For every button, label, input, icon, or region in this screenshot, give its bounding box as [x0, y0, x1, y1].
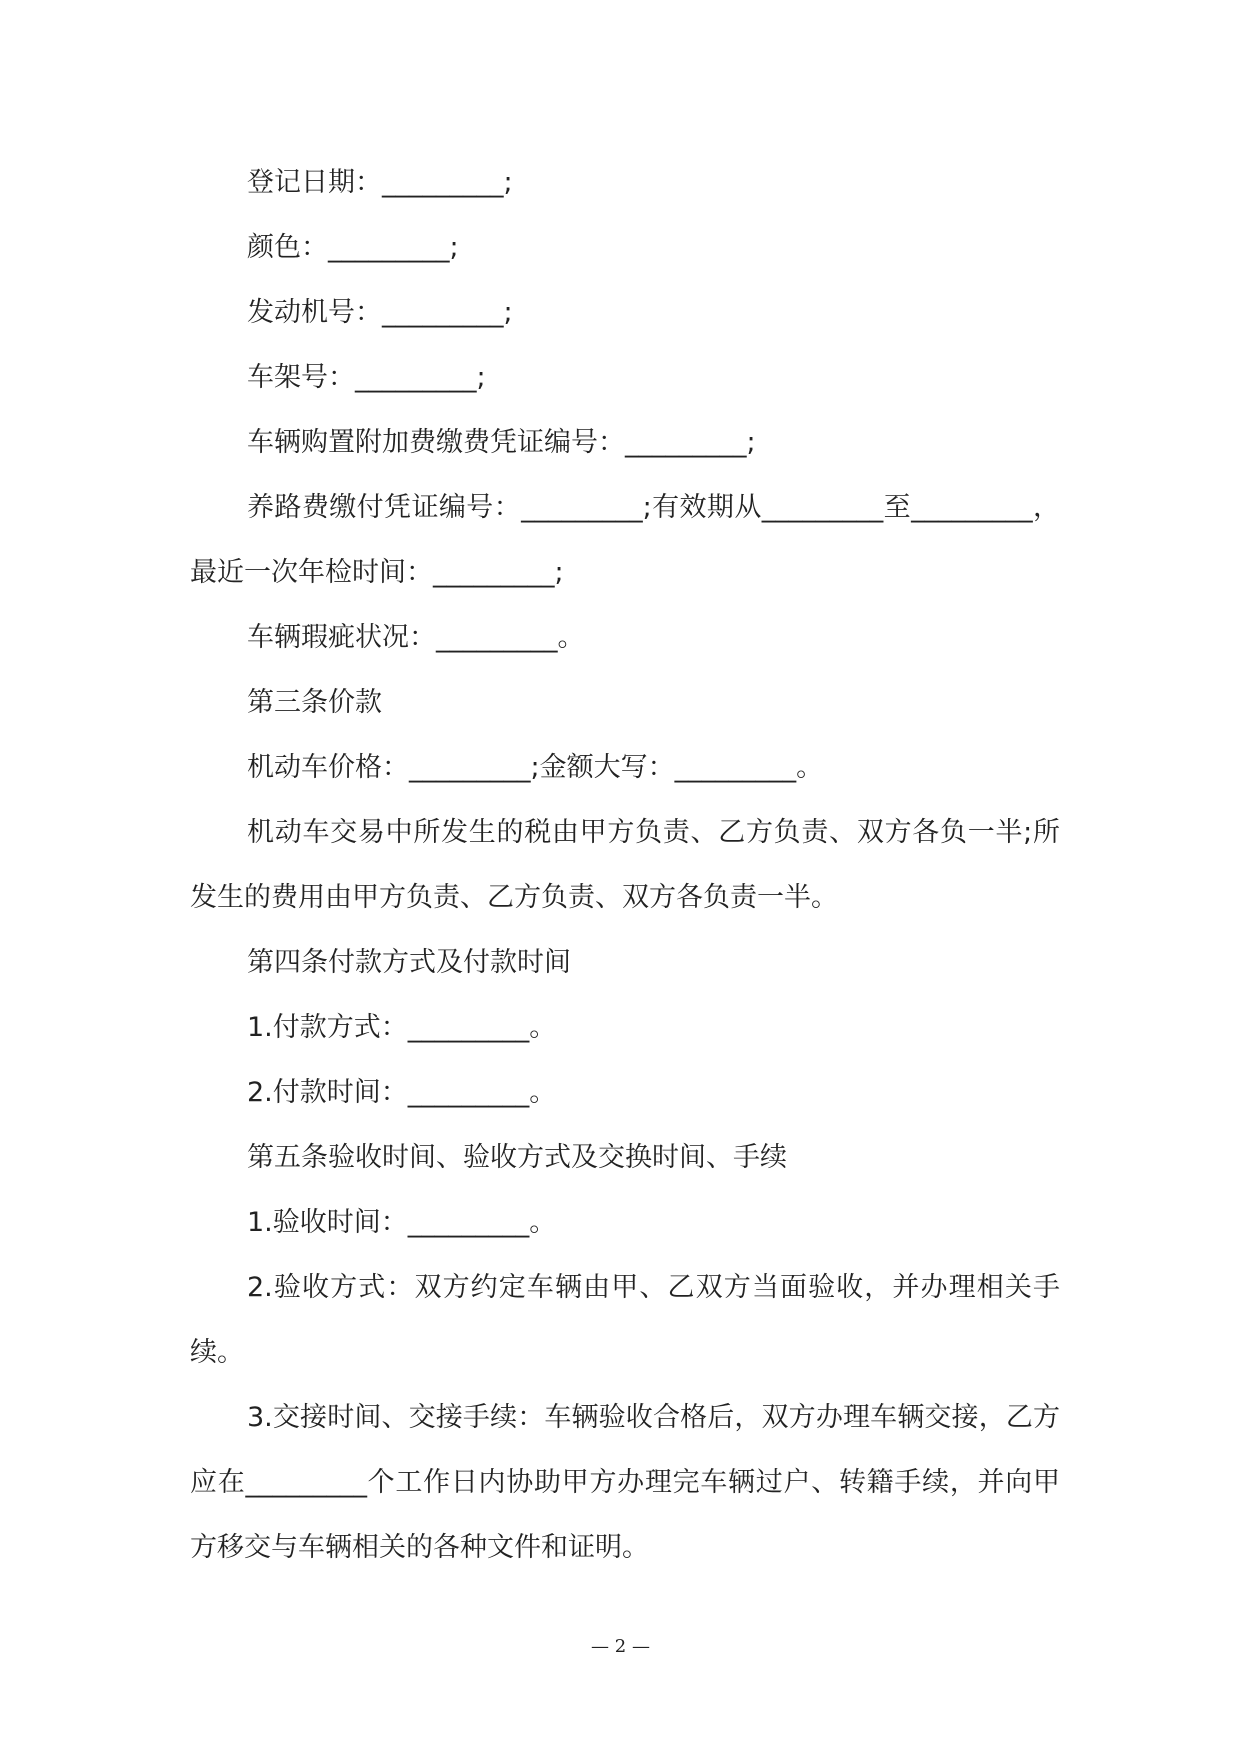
- inspection-method-paragraph: 2.验收方式：双方约定车辆由甲、乙双方当面验收，并办理相关手续。: [190, 1272, 1060, 1368]
- frame-number-line: 车架号：_________;: [247, 362, 486, 393]
- purchase-fee-voucher-line: 车辆购置附加费缴费凭证编号：_________;: [247, 427, 756, 458]
- inspection-time-line: 1.验收时间：_________。: [247, 1207, 557, 1238]
- article-three-heading: 第三条价款: [247, 687, 382, 718]
- color-line: 颜色：_________;: [247, 232, 459, 263]
- article-five-heading: 第五条验收时间、验收方式及交换时间、手续: [247, 1142, 787, 1173]
- payment-time-line: 2.付款时间：_________。: [247, 1077, 557, 1108]
- handover-paragraph: 3.交接时间、交接手续：车辆验收合格后，双方办理车辆交接，乙方应在_________个工作日内协助甲方办理完车辆过户、转籍手续，并向甲方移交与车辆相关的各种文件和证明。: [190, 1402, 1060, 1563]
- article-four-heading: 第四条付款方式及付款时间: [247, 947, 571, 978]
- engine-number-line: 发动机号：_________;: [247, 297, 513, 328]
- page-number: — 2 —: [591, 1636, 650, 1657]
- vehicle-price-line: 机动车价格：_________;金额大写：_________。: [247, 752, 824, 783]
- payment-method-line: 1.付款方式：_________。: [247, 1012, 557, 1043]
- tax-responsibility-paragraph: 机动车交易中所发生的税由甲方负责、乙方负责、双方各负一半;所发生的费用由甲方负责、乙方负责、双方各负责一半。: [190, 817, 1060, 913]
- road-fee-voucher-paragraph: 养路费缴付凭证编号：_________;有效期从_________至_________，最近一次年检时间：_________;: [190, 492, 1060, 588]
- vehicle-defects-line: 车辆瑕疵状况：_________。: [247, 622, 585, 653]
- document-body: [190, 150, 1060, 1580]
- registration-date-line: 登记日期：_________;: [247, 167, 513, 198]
